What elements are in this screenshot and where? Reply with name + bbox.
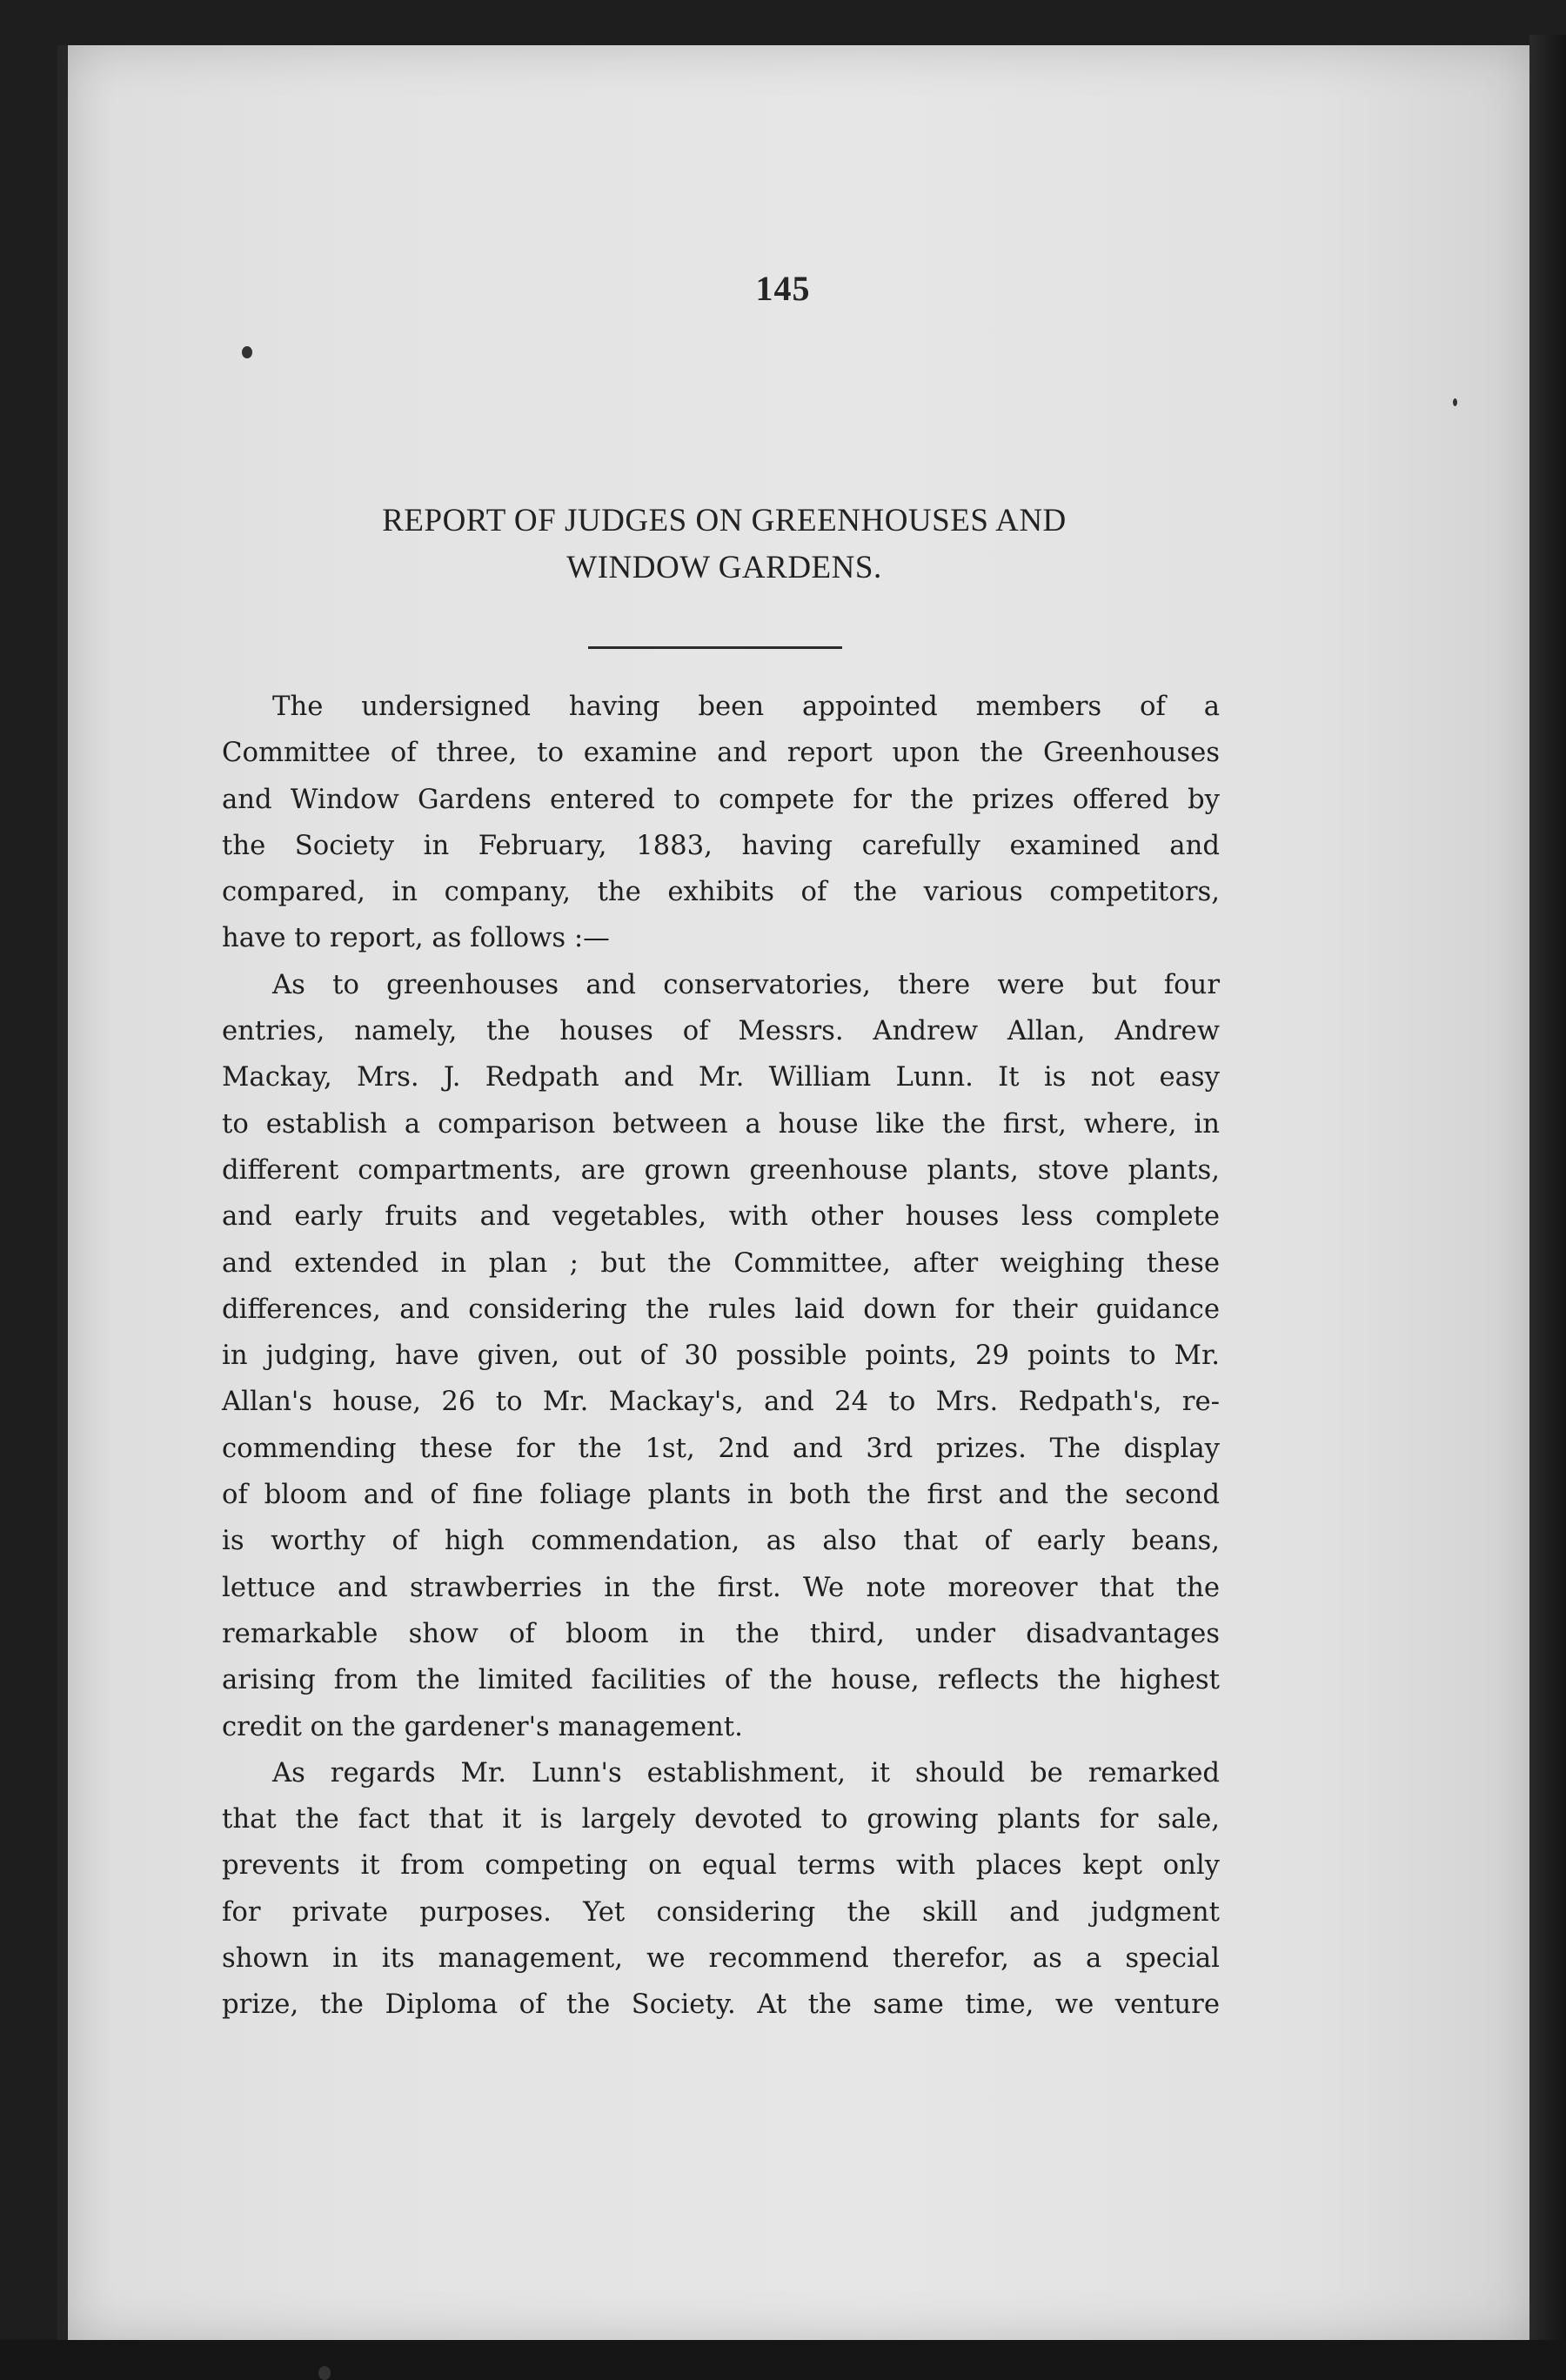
report-title [222,498,1227,592]
text-line: credit on the gardener's management. [222,1711,743,1742]
text-line: different compartments, are grown greenhouse plants, stove plants, [222,1154,1220,1186]
text-line: compared, in company, the exhibits of the various competitors, [222,877,1220,908]
ink-speck [242,346,252,358]
binding-edge [57,45,68,2342]
title-rule [588,646,842,649]
ink-speck [318,2366,331,2380]
text-line: prize, the Diploma of the Society. At the same time, we venture [222,1989,1220,2021]
text-line: entries, namely, the houses of Messrs. Andrew Allan, Andrew [222,1016,1220,1047]
text-line: Mackay, Mrs. J. Redpath and Mr. William Lunn. It is not easy [222,1062,1220,1093]
paragraph [222,962,1220,1750]
text-line: in judging, have given, out of 30 possible points, 29 points to Mr. [222,1340,1220,1372]
paragraph [222,1750,1220,2029]
text-line: of bloom and of fine foliage plants in both the first and the second [222,1480,1220,1511]
text-line: and early fruits and vegetables, with other houses less complete [222,1201,1220,1233]
text-line: differences, and considering the rules laid down for their guidance [222,1294,1220,1325]
ink-speck [1453,398,1457,406]
text-line: remarkable show of bloom in the third, under disadvantages [222,1618,1220,1649]
text-line: Committee of three, to examine and report upon the Greenhouses [222,738,1220,769]
text-line: the Society in February, 1883, having carefully examined and [222,830,1220,861]
text-line: prevents it from competing on equal terms with places kept only [222,1850,1220,1882]
text-line: and extended in plan ; but the Committee, after weighing these [222,1247,1220,1279]
text-line: that the fact that it is largely devoted to growing plants for sale, [222,1804,1220,1835]
text-line: arising from the limited facilities of the house, reflects the highest [222,1665,1220,1696]
page-edge-bottom [0,2340,1566,2380]
text-line: and Window Gardens entered to compete for the prizes offered by [222,784,1220,815]
text-line: to establish a comparison between a house like the first, where, in [222,1108,1220,1140]
report-title-line: WINDOW GARDENS. [566,550,882,585]
text-line: As regards Mr. Lunn's establishment, it should be remarked [272,1757,1220,1788]
text-line: have to report, as follows :— [222,923,610,954]
page-number: 145 [755,269,811,308]
text-line: for private purposes. Yet considering the skill and judgment [222,1896,1220,1928]
text-line: is worthy of high commendation, as also that of early beans, [222,1526,1220,1557]
text-line: As to greenhouses and conservatories, there were but four [272,969,1220,1000]
text-line: Allan's house, 26 to Mr. Mackay's, and 24 to Mrs. Redpath's, re- [222,1387,1220,1418]
text-line: The undersigned having been appointed members of a [272,692,1220,722]
report-title-line: REPORT OF JUDGES ON GREENHOUSES AND [382,503,1067,538]
report-body [222,684,1220,2029]
text-line: lettuce and strawberries in the first. We note moreover that the [222,1572,1220,1603]
paragraph [222,684,1220,962]
text-line: commending these for the 1st, 2nd and 3rd prizes. The display [222,1433,1220,1464]
text-line: shown in its management, we recommend therefor, as a special [222,1943,1220,1975]
page-edge-right [1529,35,1566,2380]
